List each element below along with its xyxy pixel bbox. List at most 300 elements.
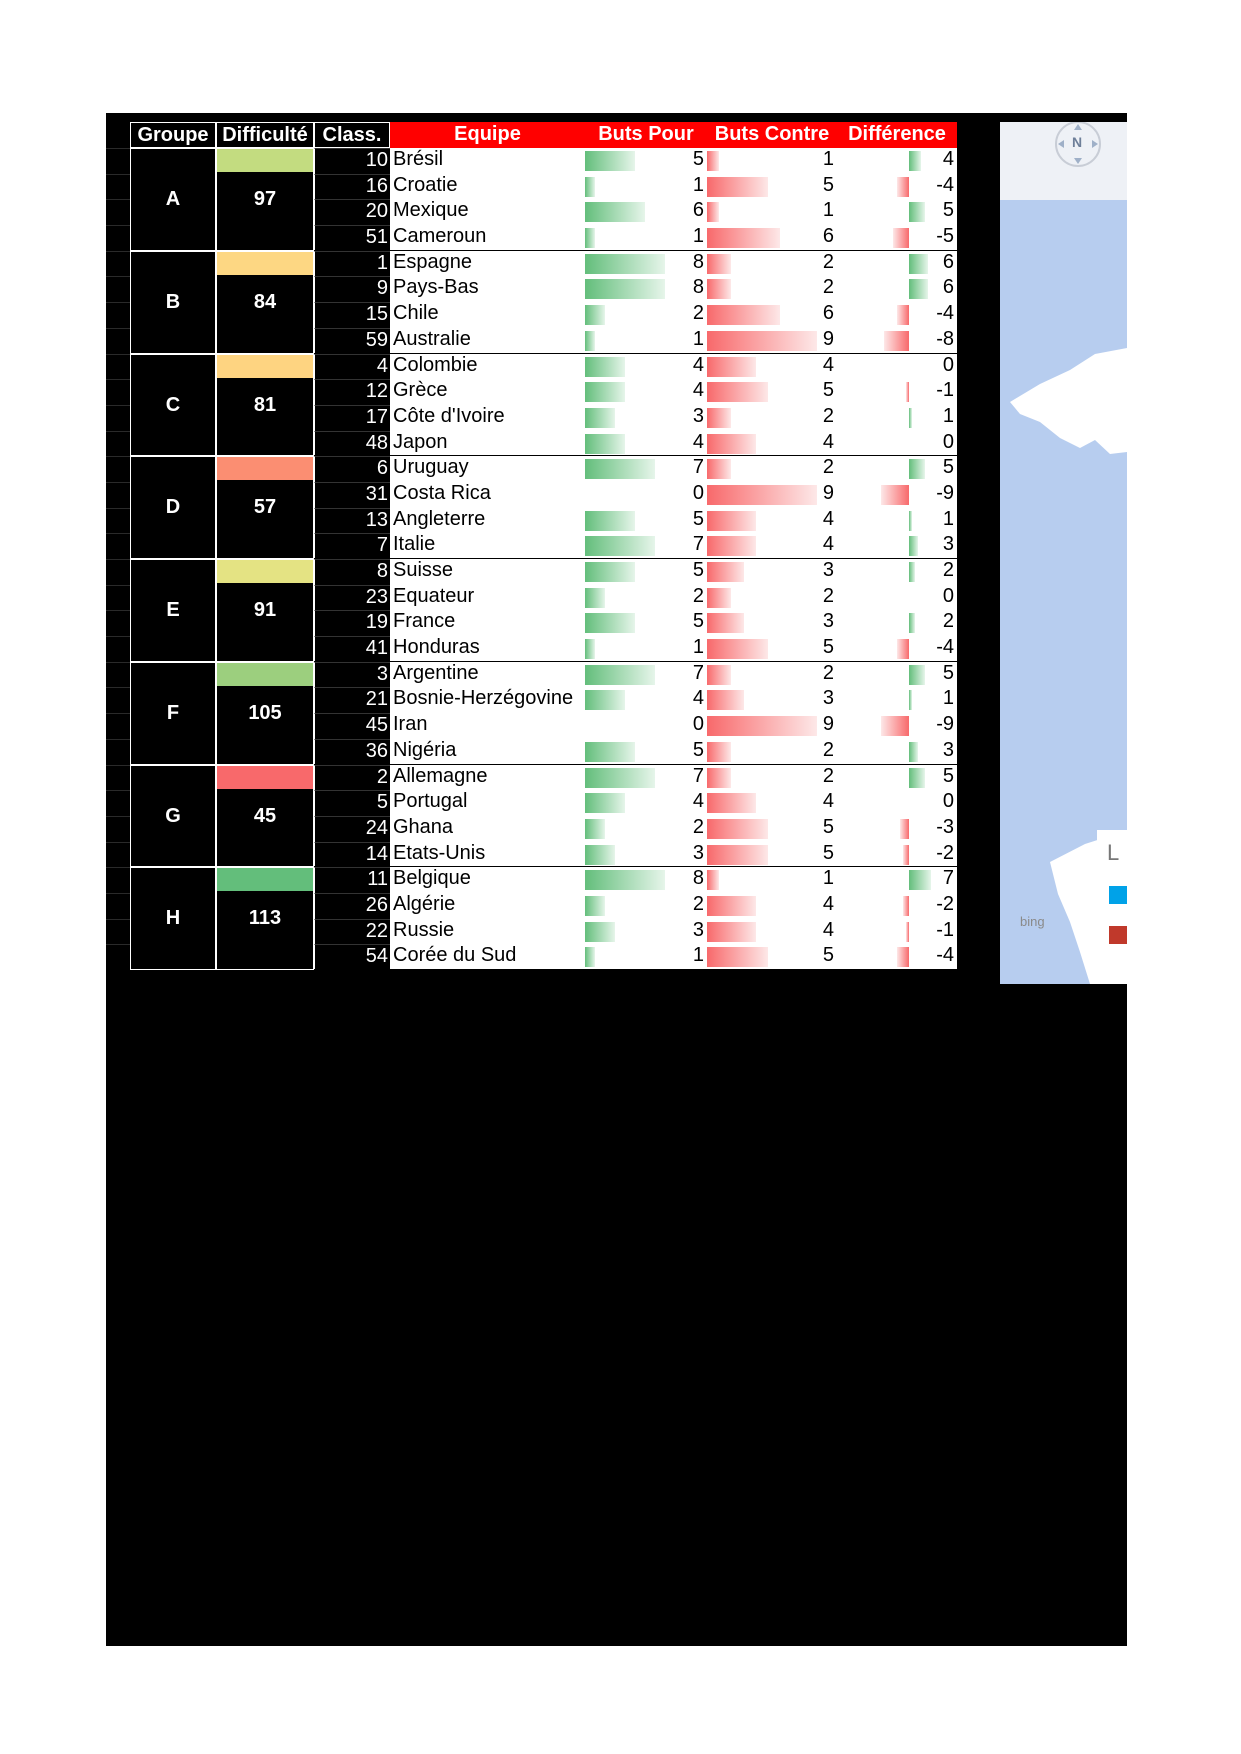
goals-for-bar [585, 845, 615, 865]
header-goals_for[interactable]: Buts Pour [585, 122, 707, 148]
goals-against-bar [707, 511, 756, 531]
difference-bar [909, 279, 928, 299]
row-gridline [106, 893, 130, 894]
goals-against-value: 3 [822, 559, 834, 581]
difficulty-value: 57 [253, 496, 277, 518]
team-name[interactable]: Iran [390, 713, 585, 739]
difference-cell [837, 687, 957, 713]
team-name[interactable]: Grèce [390, 379, 585, 405]
compass-n-label: N [1072, 134, 1083, 150]
team-name[interactable]: Japon [390, 431, 585, 457]
row-gridline [106, 765, 130, 766]
difference-bar [884, 331, 909, 351]
difference-cell [837, 251, 957, 277]
goals-against-cell [707, 687, 837, 713]
team-rank: 16 [314, 174, 390, 200]
goals-against-value: 4 [822, 508, 834, 530]
goals-against-cell [707, 893, 837, 919]
goals-for-cell [585, 662, 707, 688]
goals-against-bar [707, 459, 731, 479]
team-rank: 7 [314, 533, 390, 559]
difference-bar [909, 254, 928, 274]
team-rank: 36 [314, 739, 390, 765]
team-name[interactable]: Corée du Sud [390, 944, 585, 970]
team-name[interactable]: Mexique [390, 199, 585, 225]
team-name[interactable]: Uruguay [390, 456, 585, 482]
team-name[interactable]: Equateur [390, 585, 585, 611]
difference-bar [897, 177, 909, 197]
team-name[interactable]: Espagne [390, 251, 585, 277]
difference-bar [897, 639, 909, 659]
goals-for-cell [585, 148, 707, 174]
difference-value: -4 [936, 302, 954, 324]
goals-for-bar [585, 511, 635, 531]
goals-against-cell [707, 431, 837, 457]
row-gridline [106, 482, 130, 483]
row-gridline [106, 379, 130, 380]
difference-cell [837, 816, 957, 842]
difference-value: 3 [942, 739, 954, 761]
team-rank: 31 [314, 482, 390, 508]
team-name[interactable]: Chile [390, 302, 585, 328]
difficulty-color-swatch [217, 868, 313, 891]
difference-cell [837, 739, 957, 765]
goals-against-cell [707, 765, 837, 791]
row-gridline [106, 636, 130, 637]
difference-value: 2 [942, 559, 954, 581]
goals-against-cell [707, 199, 837, 225]
goals-for-bar [585, 408, 615, 428]
difficulty-value: 97 [253, 188, 277, 210]
group-label-d [130, 456, 216, 559]
goals-against-value: 4 [822, 533, 834, 555]
team-name[interactable]: France [390, 610, 585, 636]
goals-against-value: 5 [822, 816, 834, 838]
goals-for-bar [585, 690, 625, 710]
goals-against-cell [707, 919, 837, 945]
group-letter: B [165, 291, 181, 313]
row-gridline [106, 662, 130, 663]
goals-against-cell [707, 739, 837, 765]
goals-for-value: 4 [692, 431, 704, 453]
difference-cell [837, 790, 957, 816]
goals-for-value: 5 [692, 610, 704, 632]
team-name[interactable]: Italie [390, 533, 585, 559]
row-gridline [106, 610, 130, 611]
team-name[interactable]: Allemagne [390, 765, 585, 791]
difficulty-color-swatch [217, 457, 313, 480]
difference-value: -9 [936, 482, 954, 504]
goals-for-bar [585, 742, 635, 762]
row-gridline [106, 816, 130, 817]
goals-for-bar [585, 768, 655, 788]
goals-for-cell [585, 610, 707, 636]
goals-against-bar [707, 768, 731, 788]
goals-for-bar [585, 562, 635, 582]
goals-for-value: 6 [692, 199, 704, 221]
team-name[interactable]: Colombie [390, 354, 585, 380]
difference-cell [837, 302, 957, 328]
team-rank: 19 [314, 610, 390, 636]
difference-value: 6 [942, 276, 954, 298]
difference-bar [909, 151, 921, 171]
difference-value: -4 [936, 944, 954, 966]
team-name[interactable]: Etats-Unis [390, 842, 585, 868]
compass-up-arrow[interactable] [1074, 124, 1082, 130]
goals-for-value: 1 [692, 225, 704, 247]
goals-against-cell [707, 533, 837, 559]
row-gridline [106, 919, 130, 920]
goals-for-value: 7 [692, 456, 704, 478]
goals-against-cell [707, 585, 837, 611]
goals-for-cell [585, 354, 707, 380]
goals-for-value: 7 [692, 662, 704, 684]
goals-against-cell [707, 790, 837, 816]
header-rank[interactable]: Class. [314, 122, 390, 148]
goals-for-value: 2 [692, 893, 704, 915]
team-name[interactable]: Pays-Bas [390, 276, 585, 302]
group-label-f [130, 662, 216, 765]
goals-against-cell [707, 610, 837, 636]
goals-for-bar [585, 357, 625, 377]
goals-against-bar [707, 202, 719, 222]
difference-value: 5 [942, 199, 954, 221]
goals-against-bar [707, 716, 817, 736]
goals-against-bar [707, 254, 731, 274]
team-name[interactable]: Australie [390, 328, 585, 354]
difference-bar [909, 408, 912, 428]
header-goals_against[interactable]: Buts Contre [707, 122, 837, 148]
team-rank: 15 [314, 302, 390, 328]
difference-bar [903, 896, 909, 916]
goals-against-cell [707, 174, 837, 200]
goals-for-bar [585, 588, 605, 608]
difference-value: 1 [942, 405, 954, 427]
difference-cell [837, 765, 957, 791]
goals-for-cell [585, 533, 707, 559]
legend-swatch-red [1109, 926, 1127, 944]
team-rank: 59 [314, 328, 390, 354]
team-name[interactable]: Côte d'Ivoire [390, 405, 585, 431]
difference-cell [837, 199, 957, 225]
goals-against-value: 1 [822, 148, 834, 170]
difference-bar [897, 947, 909, 967]
team-rank: 12 [314, 379, 390, 405]
goals-against-bar [707, 690, 744, 710]
team-name[interactable]: Argentine [390, 662, 585, 688]
goals-for-value: 1 [692, 328, 704, 350]
goals-against-value: 3 [822, 687, 834, 709]
difference-cell [837, 148, 957, 174]
goals-against-cell [707, 456, 837, 482]
header-difference[interactable]: Différence [837, 122, 957, 148]
goals-for-cell [585, 482, 707, 508]
difference-value: 5 [942, 662, 954, 684]
goals-against-bar [707, 357, 756, 377]
goals-against-bar [707, 742, 731, 762]
row-gridline [106, 276, 130, 277]
difference-cell [837, 456, 957, 482]
team-name[interactable]: Angleterre [390, 508, 585, 534]
row-gridline [106, 174, 130, 175]
goals-for-value: 5 [692, 559, 704, 581]
team-rank: 14 [314, 842, 390, 868]
team-name[interactable]: Honduras [390, 636, 585, 662]
goals-against-bar [707, 896, 756, 916]
difference-cell [837, 276, 957, 302]
group-label-c [130, 354, 216, 456]
difference-value: 4 [942, 148, 954, 170]
goals-for-value: 1 [692, 944, 704, 966]
team-name[interactable]: Nigéria [390, 739, 585, 765]
header-difficulty[interactable]: Difficulté [216, 122, 314, 148]
team-name[interactable]: Suisse [390, 559, 585, 585]
team-name[interactable]: Russie [390, 919, 585, 945]
group-letter: E [166, 599, 180, 621]
goals-against-cell [707, 379, 837, 405]
difficulty-value: 91 [253, 599, 277, 621]
row-gridline [106, 867, 130, 868]
goals-for-cell [585, 251, 707, 277]
goals-against-bar [707, 151, 719, 171]
team-rank: 17 [314, 405, 390, 431]
goals-for-value: 0 [692, 482, 704, 504]
team-rank: 9 [314, 276, 390, 302]
header-team[interactable]: Equipe [390, 122, 585, 148]
team-rank: 24 [314, 816, 390, 842]
group-label-g [130, 765, 216, 867]
goals-against-bar [707, 562, 744, 582]
team-rank: 2 [314, 765, 390, 791]
goals-for-value: 2 [692, 302, 704, 324]
goals-against-cell [707, 944, 837, 970]
goals-against-value: 6 [822, 225, 834, 247]
goals-for-cell [585, 379, 707, 405]
goals-for-value: 3 [692, 405, 704, 427]
goals-for-bar [585, 228, 595, 248]
row-gridline [106, 328, 130, 329]
group-label-a [130, 148, 216, 251]
difficulty-color-swatch [217, 252, 313, 275]
difference-value: 3 [942, 533, 954, 555]
goals-against-bar [707, 305, 780, 325]
goals-for-cell [585, 636, 707, 662]
difference-value: 5 [942, 765, 954, 787]
goals-against-value: 4 [822, 431, 834, 453]
difference-value: 1 [942, 687, 954, 709]
compass-down-arrow[interactable] [1074, 158, 1082, 164]
difference-cell [837, 225, 957, 251]
goals-for-bar [585, 819, 605, 839]
row-gridline [106, 405, 130, 406]
difference-value: 0 [942, 431, 954, 453]
difference-value: -4 [936, 636, 954, 658]
difference-cell [837, 944, 957, 970]
goals-for-cell [585, 687, 707, 713]
group-separator [314, 969, 957, 970]
row-gridline [106, 739, 130, 740]
difficulty-color-swatch [217, 766, 313, 789]
goals-against-bar [707, 922, 756, 942]
legend-initial: L [1107, 840, 1120, 865]
team-rank: 26 [314, 893, 390, 919]
goals-against-value: 5 [822, 842, 834, 864]
goals-against-value: 6 [822, 302, 834, 324]
goals-against-cell [707, 482, 837, 508]
goals-against-bar [707, 947, 768, 967]
goals-for-cell [585, 559, 707, 585]
goals-against-bar [707, 665, 731, 685]
goals-for-value: 5 [692, 148, 704, 170]
goals-against-bar [707, 485, 817, 505]
team-name[interactable]: Algérie [390, 893, 585, 919]
group-letter: A [165, 188, 181, 210]
goals-for-cell [585, 456, 707, 482]
group-letter: F [166, 702, 180, 724]
difference-cell [837, 431, 957, 457]
compass-left-arrow[interactable] [1058, 140, 1064, 148]
difference-bar [909, 665, 925, 685]
goals-against-bar [707, 793, 756, 813]
team-name[interactable]: Bosnie-Herzégovine [390, 687, 585, 713]
team-rank: 21 [314, 687, 390, 713]
difference-cell [837, 405, 957, 431]
goals-against-cell [707, 636, 837, 662]
team-rank: 6 [314, 456, 390, 482]
goals-against-bar [707, 639, 768, 659]
goals-against-value: 3 [822, 610, 834, 632]
goals-for-value: 1 [692, 174, 704, 196]
difficulty-value: 105 [248, 702, 282, 724]
difference-value: 0 [942, 790, 954, 812]
difference-value: -2 [936, 842, 954, 864]
team-name[interactable]: Brésil [390, 148, 585, 174]
compass-right-arrow[interactable] [1092, 140, 1098, 148]
goals-for-value: 4 [692, 687, 704, 709]
row-gridline [106, 687, 130, 688]
team-name[interactable]: Belgique [390, 867, 585, 893]
goals-for-value: 5 [692, 739, 704, 761]
goals-for-value: 7 [692, 765, 704, 787]
difference-cell [837, 662, 957, 688]
goals-for-cell [585, 919, 707, 945]
goals-against-value: 2 [822, 251, 834, 273]
difference-bar [909, 690, 912, 710]
goals-against-value: 4 [822, 919, 834, 941]
goals-for-value: 2 [692, 816, 704, 838]
goals-for-cell [585, 790, 707, 816]
difference-bar [906, 922, 909, 942]
row-gridline [106, 944, 130, 945]
difficulty-value: 84 [253, 291, 277, 313]
difference-value: 5 [942, 456, 954, 478]
goals-against-value: 5 [822, 944, 834, 966]
team-rank: 54 [314, 944, 390, 970]
goals-against-cell [707, 148, 837, 174]
row-gridline [106, 431, 130, 432]
goals-against-value: 1 [822, 199, 834, 221]
difference-value: -9 [936, 713, 954, 735]
goals-for-cell [585, 867, 707, 893]
difference-value: -4 [936, 174, 954, 196]
difference-bar [903, 845, 909, 865]
goals-for-cell [585, 225, 707, 251]
goals-against-cell [707, 405, 837, 431]
goals-against-cell [707, 842, 837, 868]
goals-against-value: 2 [822, 456, 834, 478]
legend-swatch-blue [1109, 886, 1127, 904]
difficulty-color-swatch [217, 560, 313, 583]
goals-against-value: 2 [822, 276, 834, 298]
goals-for-value: 7 [692, 533, 704, 555]
goals-for-bar [585, 177, 595, 197]
goals-against-cell [707, 867, 837, 893]
difference-cell [837, 533, 957, 559]
goals-for-cell [585, 765, 707, 791]
team-name[interactable]: Cameroun [390, 225, 585, 251]
goals-for-cell [585, 405, 707, 431]
row-gridline [106, 225, 130, 226]
goals-against-value: 2 [822, 739, 834, 761]
header-group[interactable]: Groupe [130, 122, 216, 148]
goals-for-bar [585, 279, 665, 299]
team-rank: 13 [314, 508, 390, 534]
goals-for-cell [585, 816, 707, 842]
difference-value: 0 [942, 585, 954, 607]
goals-against-cell [707, 559, 837, 585]
difference-bar [906, 382, 909, 402]
goals-against-bar [707, 408, 731, 428]
goals-for-bar [585, 922, 615, 942]
goals-against-cell [707, 225, 837, 251]
goals-for-value: 8 [692, 276, 704, 298]
goals-against-bar [707, 845, 768, 865]
goals-for-cell [585, 713, 707, 739]
difference-cell [837, 842, 957, 868]
team-name[interactable]: Costa Rica [390, 482, 585, 508]
row-gridline [106, 354, 130, 355]
goals-against-value: 2 [822, 662, 834, 684]
goals-for-value: 4 [692, 379, 704, 401]
goals-for-bar [585, 151, 635, 171]
goals-for-value: 3 [692, 842, 704, 864]
goals-against-cell [707, 276, 837, 302]
difference-bar [893, 228, 909, 248]
row-gridline [106, 790, 130, 791]
goals-for-cell [585, 199, 707, 225]
difficulty-color-swatch [217, 355, 313, 378]
goals-against-value: 5 [822, 379, 834, 401]
goals-against-value: 2 [822, 765, 834, 787]
team-name[interactable]: Croatie [390, 174, 585, 200]
difference-value: -1 [936, 379, 954, 401]
goals-against-cell [707, 662, 837, 688]
team-rank: 48 [314, 431, 390, 457]
goals-against-bar [707, 228, 780, 248]
team-name[interactable]: Portugal [390, 790, 585, 816]
difference-bar [909, 870, 931, 890]
goals-for-cell [585, 431, 707, 457]
goals-for-value: 0 [692, 713, 704, 735]
difference-bar [909, 511, 912, 531]
goals-against-cell [707, 328, 837, 354]
row-gridline [106, 559, 130, 560]
goals-against-value: 2 [822, 405, 834, 427]
goals-against-bar [707, 331, 817, 351]
goals-for-bar [585, 947, 595, 967]
team-name[interactable]: Ghana [390, 816, 585, 842]
group-letter: H [165, 907, 181, 929]
